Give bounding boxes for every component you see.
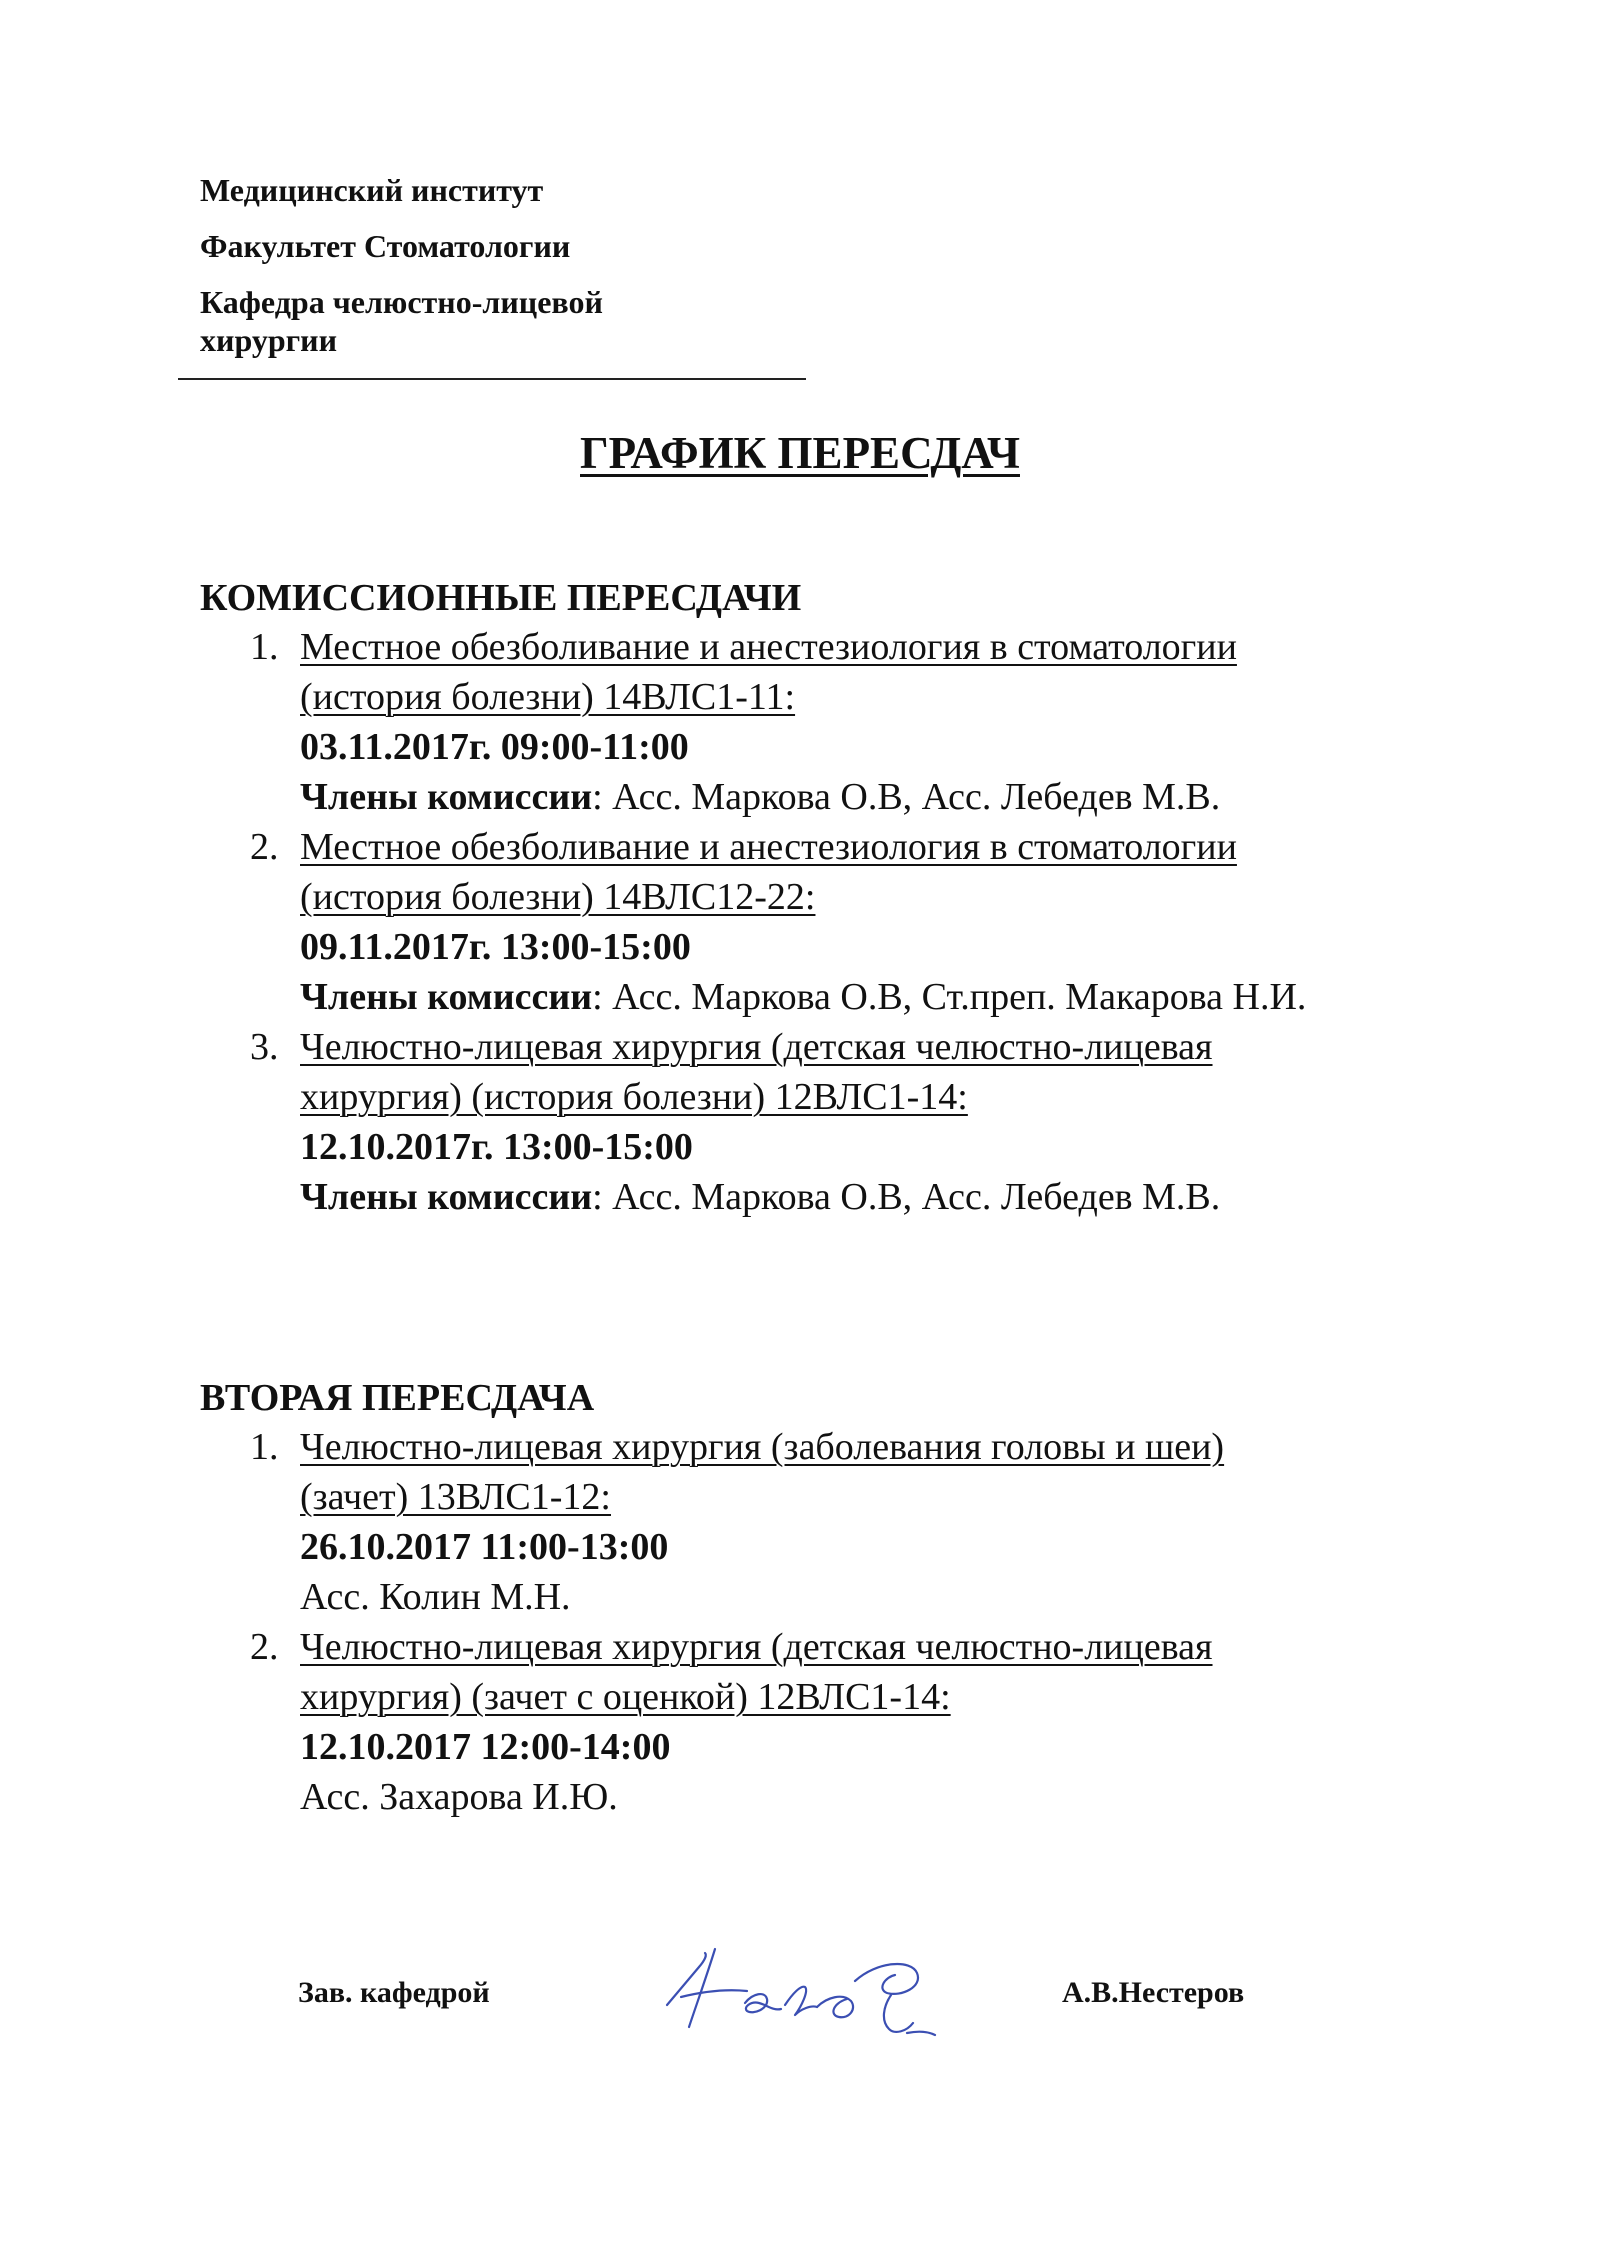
- item-examiner: Асс. Колин М.Н.: [300, 1576, 571, 1618]
- item-members: [300, 972, 1500, 1022]
- item-date: 09.11.2017г. 13:00-15:00: [300, 926, 691, 968]
- page-title-text: ГРАФИК ПЕРЕСДАЧ: [580, 428, 1020, 478]
- item-subject-cont: хирургия) (зачет с оценкой) 12ВЛС1-14:: [300, 1676, 951, 1718]
- item-subject-cont: хирургия) (история болезни) 12ВЛС1-14:: [300, 1076, 968, 1118]
- second-retake-item: [200, 1422, 1500, 1622]
- item-examiner: Асс. Захарова И.Ю.: [300, 1776, 618, 1818]
- second-retake-heading: ВТОРАЯ ПЕРЕСДАЧА: [200, 1377, 595, 1419]
- commission-item: [200, 622, 1500, 822]
- commission-item: [200, 1022, 1500, 1222]
- item-number: 2.: [250, 1626, 279, 1668]
- item-subject-cont: (история болезни) 14ВЛС12-22:: [300, 876, 816, 918]
- page-title: [0, 425, 1600, 481]
- handwritten-signature: [655, 1935, 945, 2050]
- second-retake-item: [200, 1622, 1500, 1822]
- item-subject-cont: (история болезни) 14ВЛС1-11:: [300, 676, 796, 718]
- item-date: 12.10.2017 12:00-14:00: [300, 1726, 671, 1768]
- commission-heading: КОМИССИОННЫЕ ПЕРЕСДАЧИ: [200, 577, 802, 619]
- item-number: 3.: [250, 1026, 279, 1068]
- header-divider: [178, 378, 806, 380]
- item-date: 03.11.2017г. 09:00-11:00: [300, 726, 689, 768]
- members-list: : Асс. Маркова О.В, Ст.преп. Макарова Н.И.: [592, 976, 1307, 1018]
- item-subject-cont: (зачет) 13ВЛС1-12:: [300, 1476, 611, 1518]
- commission-item: [200, 822, 1500, 1022]
- members-list: : Асс. Маркова О.В, Асс. Лебедев М.В.: [592, 776, 1221, 818]
- institute-name: Медицинский институт: [200, 172, 544, 208]
- commission-section: [200, 574, 1500, 1222]
- members-label: Члены комиссии: [300, 976, 593, 1018]
- item-number: 2.: [250, 826, 279, 868]
- second-retake-section: [200, 1374, 1500, 1822]
- item-subject: Местное обезболивание и анестезиология в стоматологии: [300, 826, 1237, 868]
- department-name-line2: хирургии: [200, 322, 338, 358]
- item-subject: Челюстно-лицевая хирургия (заболевания головы и шеи): [300, 1426, 1225, 1468]
- item-subject: Челюстно-лицевая хирургия (детская челюстно-лицевая: [300, 1626, 1213, 1668]
- members-label: Члены комиссии: [300, 1176, 593, 1218]
- item-number: 1.: [250, 1426, 279, 1468]
- item-date: 12.10.2017г. 13:00-15:00: [300, 1126, 693, 1168]
- signer-name: А.В.Нестеров: [1062, 1976, 1245, 2009]
- item-members: [300, 1172, 1500, 1222]
- document-header: [200, 170, 810, 358]
- item-members: [300, 772, 1500, 822]
- item-date: 26.10.2017 11:00-13:00: [300, 1526, 669, 1568]
- item-subject: Местное обезболивание и анестезиология в стоматологии: [300, 626, 1237, 668]
- members-label: Члены комиссии: [300, 776, 593, 818]
- department-name-line1: Кафедра челюстно-лицевой: [200, 284, 603, 320]
- item-number: 1.: [250, 626, 279, 668]
- faculty-name: Факультет Стоматологии: [200, 228, 571, 264]
- item-subject: Челюстно-лицевая хирургия (детская челюстно-лицевая: [300, 1026, 1213, 1068]
- members-list: : Асс. Маркова О.В, Асс. Лебедев М.В.: [592, 1176, 1221, 1218]
- signer-role: Зав. кафедрой: [298, 1976, 490, 2009]
